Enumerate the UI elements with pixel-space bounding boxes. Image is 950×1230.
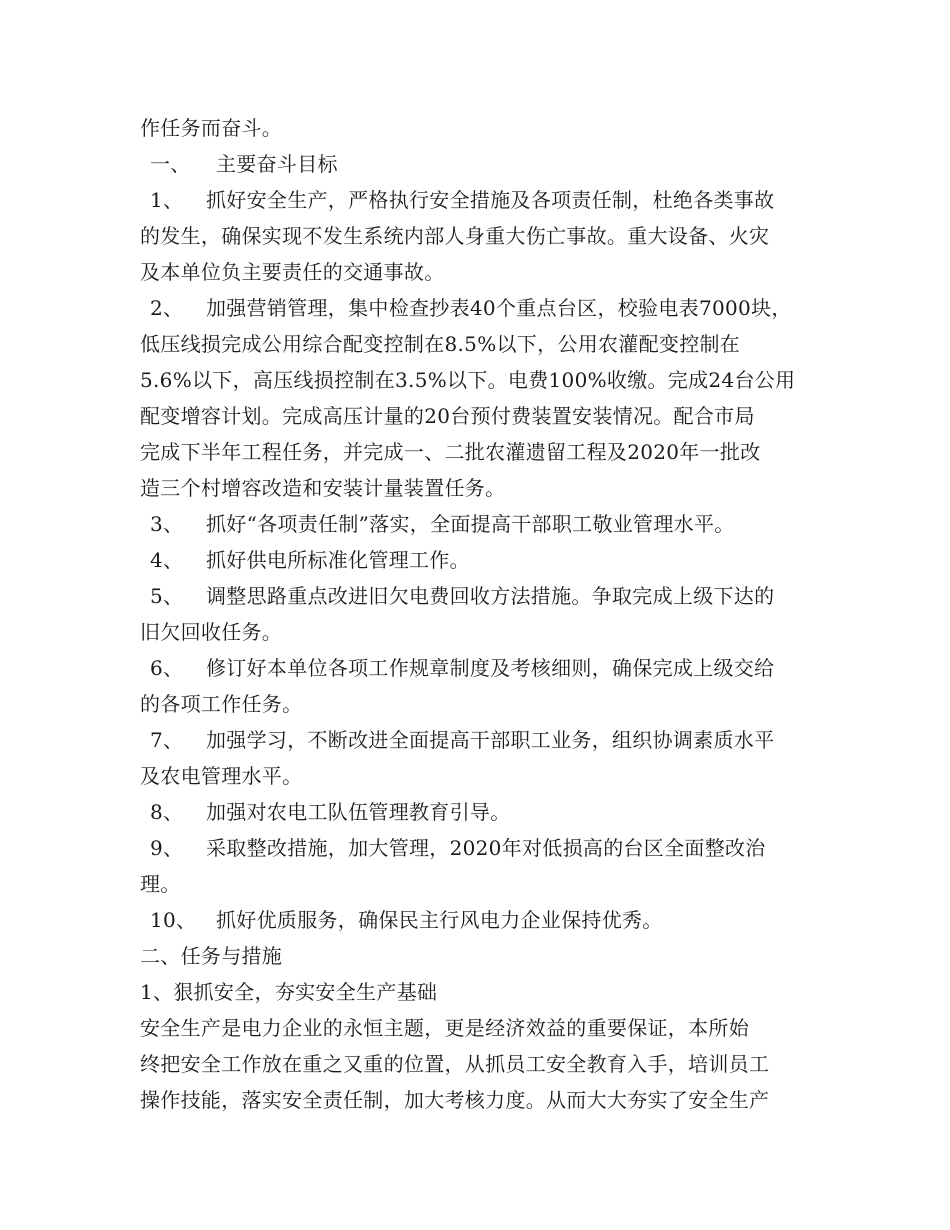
text-line: 理。: [140, 872, 181, 896]
text-line: 及本单位负主要责任的交通事故。: [140, 260, 445, 284]
section-heading: 一、 主要奋斗目标: [150, 152, 338, 176]
text-line: 操作技能，落实安全责任制，加大考核力度。从而大大夯实了安全生产: [140, 1088, 770, 1112]
text-line: 及农电管理水平。: [140, 764, 303, 788]
text-line: 旧欠回收任务。: [140, 620, 283, 644]
list-item: 2、 加强营销管理，集中检查抄表40个重点台区，校验电表7000块，: [150, 296, 792, 320]
subsection-heading: 1、狠抓安全，夯实安全生产基础: [140, 980, 438, 1004]
text-line: 低压线损完成公用综合配变控制在8.5%以下，公用农灌配变控制在: [140, 332, 741, 356]
list-item: 4、 抓好供电所标准化管理工作。: [150, 548, 470, 572]
text-line: 终把安全工作放在重之又重的位置，从抓员工安全教育入手，培训员工: [140, 1052, 770, 1076]
list-item: 3、 抓好“各项责任制”落实，全面提高干部职工敬业管理水平。: [150, 512, 735, 536]
text-line: 作任务而奋斗。: [140, 116, 283, 140]
list-item: 8、 加强对农电工队伍管理教育引导。: [150, 800, 511, 824]
list-item: 9、 采取整改措施，加大管理，2020年对低损高的台区全面整改治: [150, 836, 766, 860]
text-line: 完成下半年工程任务，并完成一、二批农灌遗留工程及2020年一批改: [140, 440, 761, 464]
list-item: 5、 调整思路重点改进旧欠电费回收方法措施。争取完成上级下达的: [150, 584, 775, 608]
section-heading: 二、任务与措施: [140, 944, 283, 968]
text-line: 的各项工作任务。: [140, 692, 303, 716]
text-line: 的发生，确保实现不发生系统内部人身重大伤亡事故。重大设备、火灾: [140, 224, 770, 248]
list-item: 7、 加强学习，不断改进全面提高干部职工业务，组织协调素质水平: [150, 728, 775, 752]
text-line: 5.6%以下，高压线损控制在3.5%以下。电费100%收缴。完成24台公用: [140, 368, 796, 392]
list-item: 10、 抓好优质服务，确保民主行风电力企业保持优秀。: [150, 908, 663, 932]
text-line: 配变增容计划。完成高压计量的20台预付费装置安装情况。配合市局: [140, 404, 755, 428]
list-item: 1、 抓好安全生产，严格执行安全措施及各项责任制，杜绝各类事故: [150, 188, 775, 212]
list-item: 6、 修订好本单位各项工作规章制度及考核细则，确保完成上级交给: [150, 656, 775, 680]
text-line: 安全生产是电力企业的永恒主题，更是经济效益的重要保证，本所始: [140, 1016, 749, 1040]
text-line: 造三个村增容改造和安装计量装置任务。: [140, 476, 506, 500]
